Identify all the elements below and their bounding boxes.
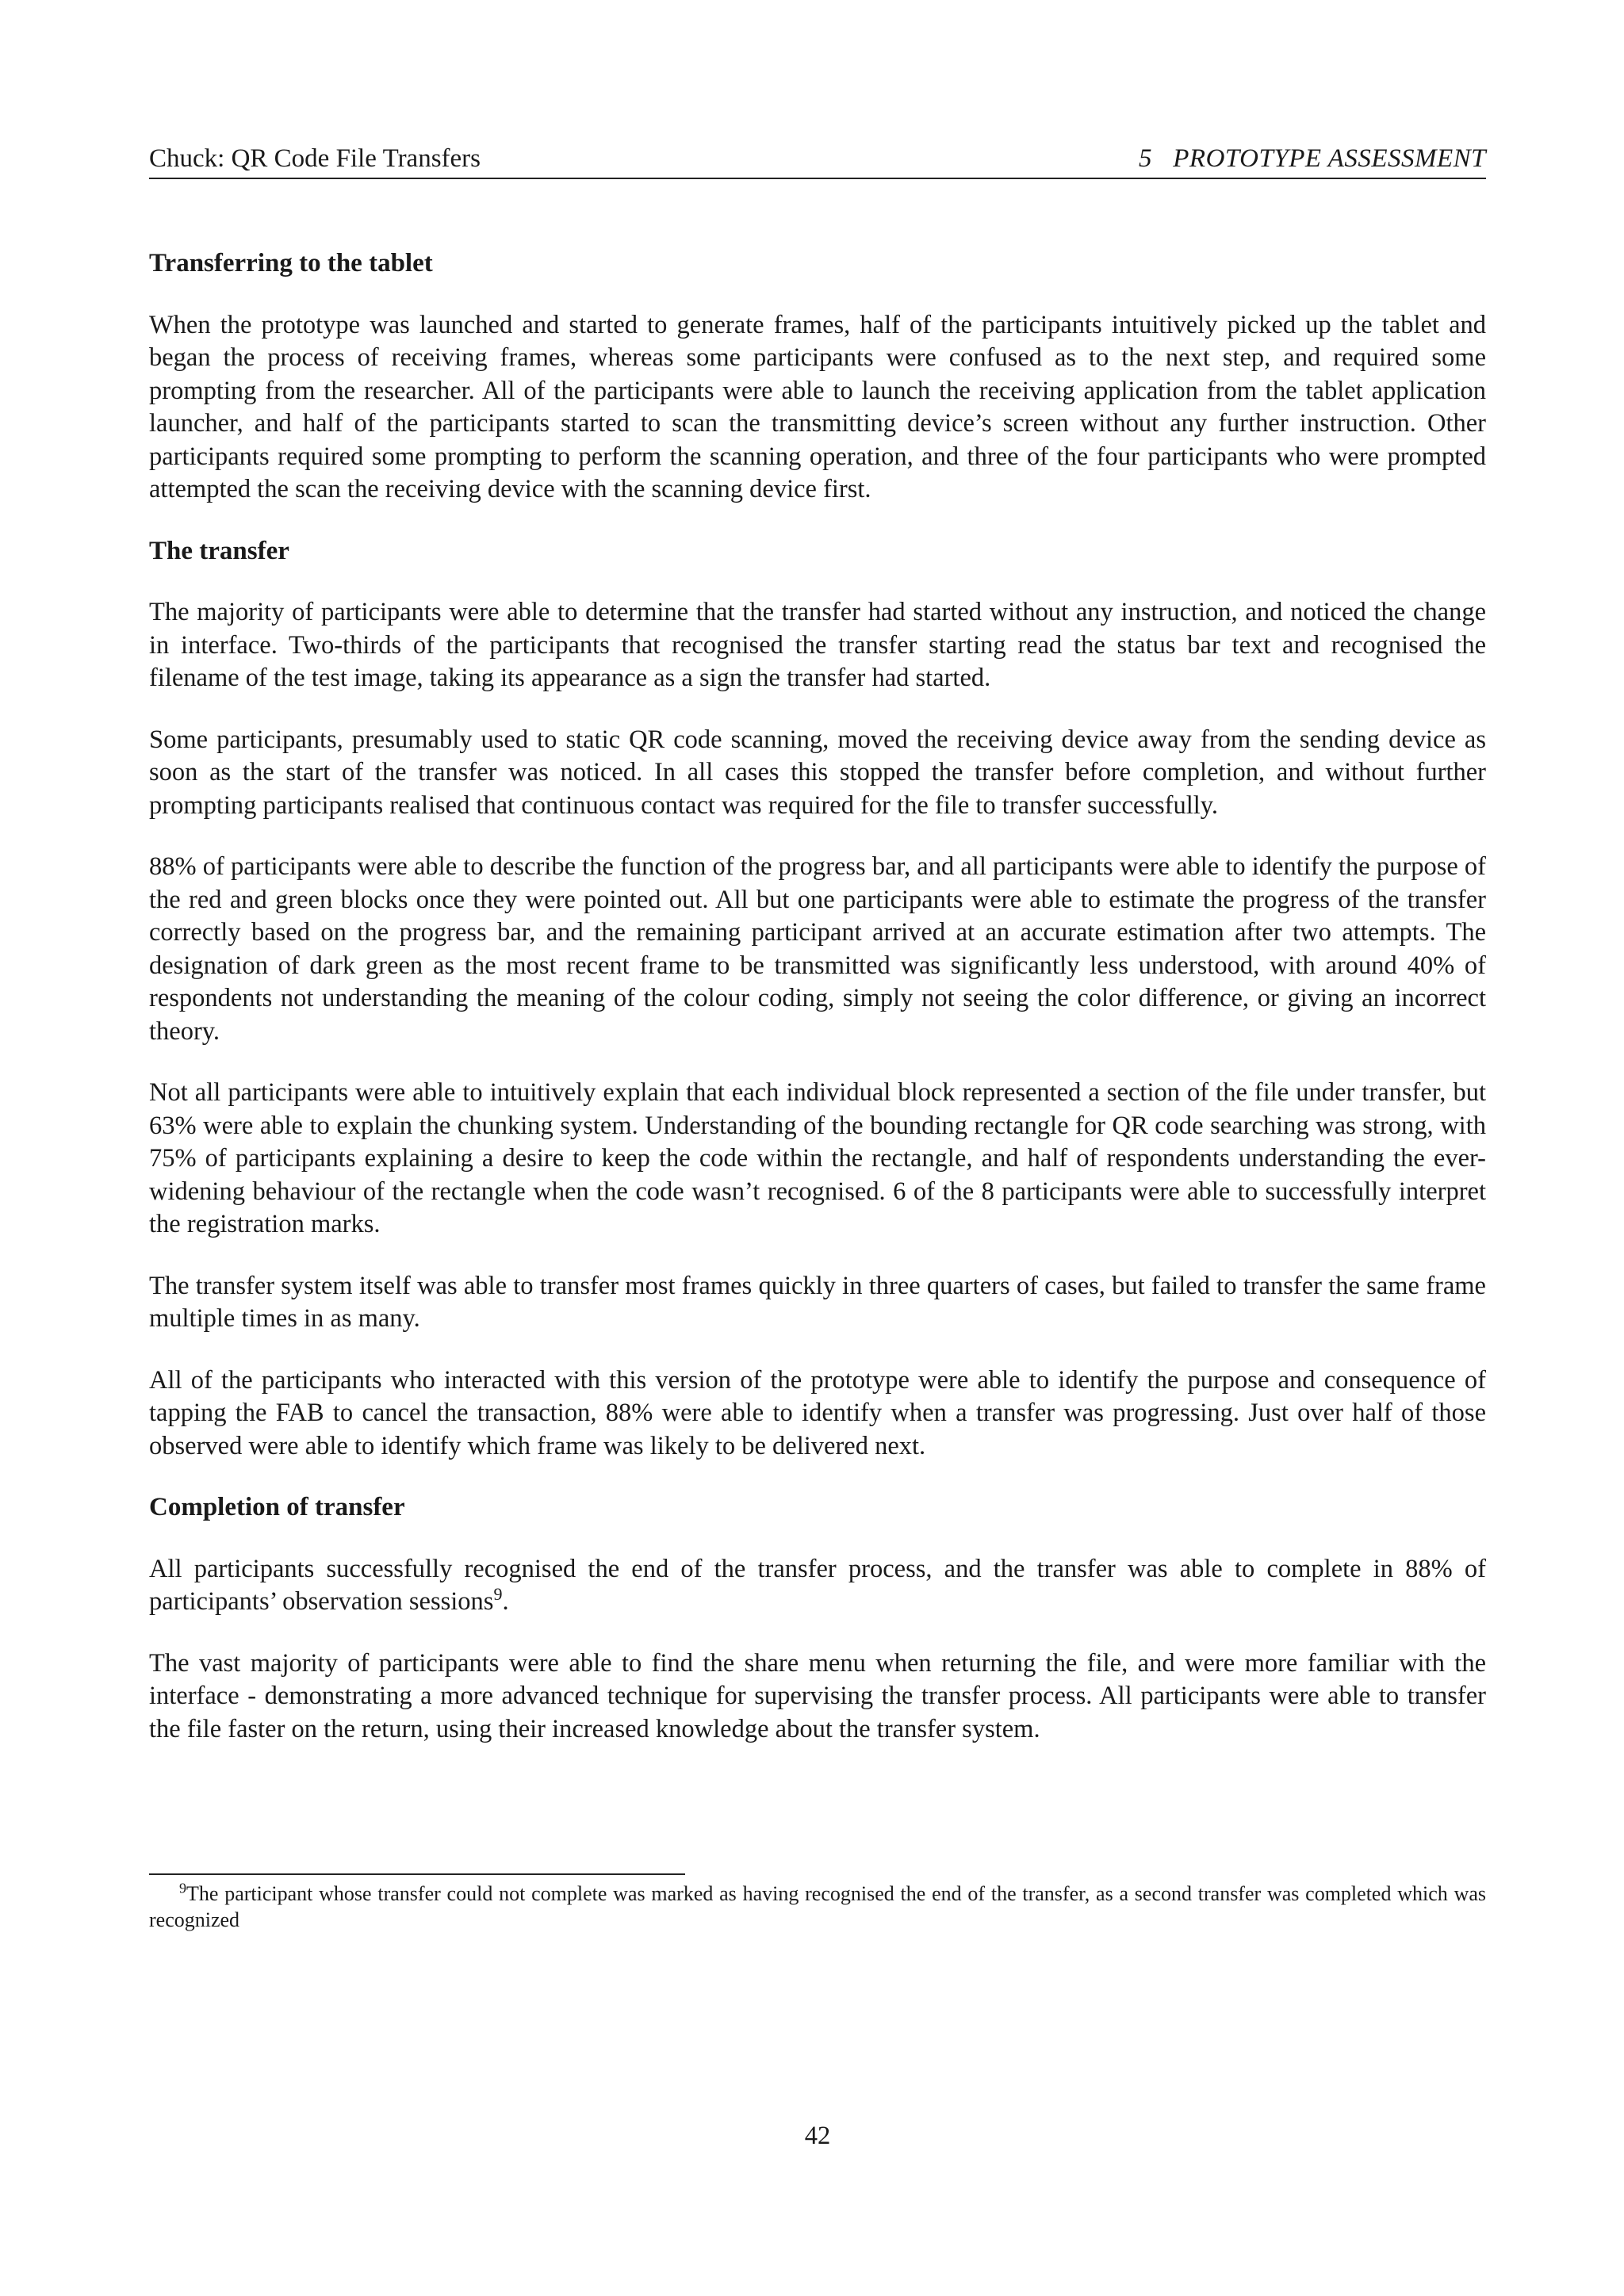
footnote-mark: 9 <box>179 1880 186 1896</box>
paragraph-end: . <box>502 1587 509 1616</box>
paragraph: All of the participants who interacted with this version of the prototype were able to identify the purpose and consequence of tapping the FAB to cancel the transaction, 88% were able to identify when a transfer was progressing. Just over half of those observed were able to identify which frame was likely to be delivered next. <box>149 1365 1486 1460</box>
footnote-reference[interactable]: 9 <box>493 1584 503 1605</box>
header-section: 5 PROTOTYPE ASSESSMENT <box>1139 144 1486 173</box>
footnote <box>149 1881 1486 1933</box>
main-body <box>149 247 1486 1746</box>
section-heading-the-transfer: The transfer <box>149 536 289 565</box>
footnote-text: The participant whose transfer could not complete was marked as having recognised the end of the transfer, as a second transfer was completed which was recognized <box>149 1882 1486 1931</box>
paragraph: 88% of participants were able to describe the function of the progress bar, and all participants were able to identify the purpose of the red and green blocks once they were pointed out. All but one participants were able to estimate the progress of the transfer correctly based on the progress bar, and the remaining participant arrived at an accurate estimation after two attempts. The designation of dark green as the most recent frame to be transmitted was significantly less understood, with around 40% of respondents not understanding the meaning of the colour coding, simply not seeing the color difference, or giving an incorrect theory. <box>149 852 1486 1046</box>
paragraph: The transfer system itself was able to transfer most frames quickly in three quarters of cases, but failed to transfer the same frame multiple times in as many. <box>149 1271 1486 1333</box>
section-heading-transferring: Transferring to the tablet <box>149 249 433 277</box>
paragraph-with-footnote <box>149 1553 1486 1619</box>
page-number: 42 <box>804 2122 831 2150</box>
section-heading-completion: Completion of transfer <box>149 1493 405 1521</box>
header-title: Chuck: QR Code File Transfers <box>149 144 481 173</box>
paragraph: The majority of participants were able to determine that the transfer had started without any instruction, and noticed the change in interface. Two-thirds of the participants that recognised the transfer starting read the status bar text and recognised the filename of the test image, taking its appearance as a sign the transfer had started. <box>149 598 1486 692</box>
paragraph-text: All participants successfully recognised the end of the transfer process, and the transfer was able to complete in 88% of participants’ observation sessions <box>149 1554 1486 1616</box>
running-header <box>149 143 1486 179</box>
paragraph: When the prototype was launched and started to generate frames, half of the participants intuitively picked up the tablet and began the process of receiving frames, whereas some participants were confused as to the next step, and required some prompting from the researcher. All of the participants were able to launch the receiving application from the tablet application launcher, and half of the participants started to scan the transmitting device’s screen without any further instruction. Other participants required some prompting to perform the scanning operation, and three of the four participants who were prompted attempted the scan the receiving device with the scanning device first. <box>149 310 1486 503</box>
paragraph: The vast majority of participants were able to find the share menu when returning the file, and were more familiar with the interface - demonstrating a more advanced technique for supervising the transfer process. All participants were able to transfer the file faster on the return, using their increased knowledge about the transfer system. <box>149 1648 1486 1743</box>
paragraph: Not all participants were able to intuitively explain that each individual block represented a section of the file under transfer, but 63% were able to explain the chunking system. Understanding of the bounding rectangle for QR code searching was strong, with 75% of participants explaining a desire to keep the code within the rectangle, and half of respondents understanding the ever-widening behaviour of the rectangle when the code wasn’t recognised. 6 of the 8 participants were able to successfully interpret the registration marks. <box>149 1078 1486 1238</box>
document-page <box>149 0 1486 2296</box>
paragraph: Some participants, presumably used to static QR code scanning, moved the receiving device away from the sending device as soon as the start of the transfer was noticed. In all cases this stopped the transfer before completion, and without further prompting participants realised that continuous contact was required for the file to transfer successfully. <box>149 725 1486 820</box>
footnote-divider <box>149 1873 685 1875</box>
